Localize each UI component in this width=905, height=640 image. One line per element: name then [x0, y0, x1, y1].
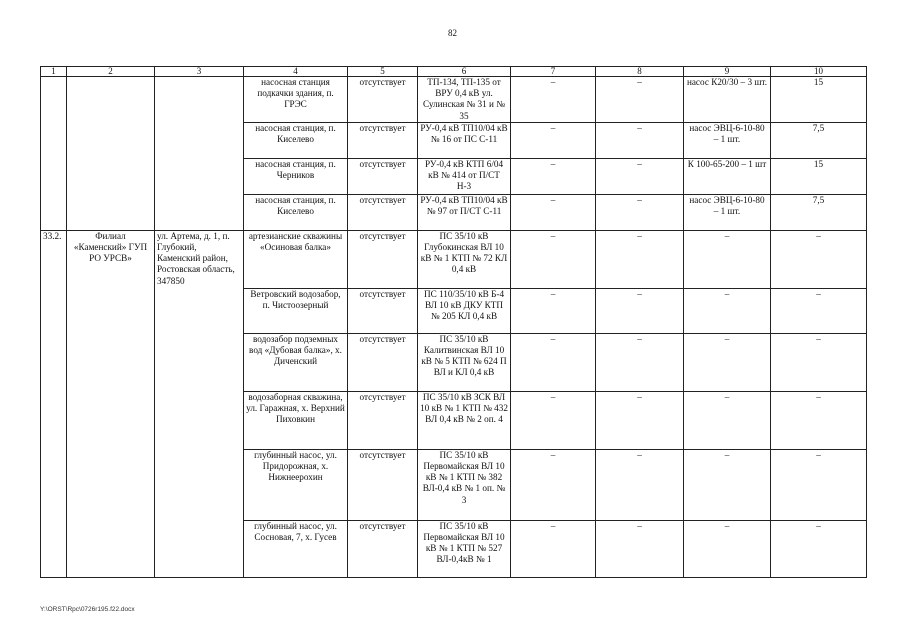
cell-power: 7,5: [771, 122, 867, 158]
cell-col8: –: [596, 333, 684, 391]
cell-object: насосная станция подкачки здания, п. ГРЭС: [244, 77, 348, 123]
col-header-1: 1: [41, 67, 67, 77]
cell-power-source: ПС 35/10 кВ Калитвинская ВЛ 10 кВ № 5 КТП № 624 П ВЛ и КЛ 0,4 кВ: [418, 333, 511, 391]
cell-status: отсутствует: [348, 288, 418, 333]
cell-power-source: ТП-134, ТП-135 от ВРУ 0,4 кВ ул. Сулинская № 31 и № 35: [418, 77, 511, 123]
col-header-3: 3: [155, 67, 244, 77]
cell-col9: –: [684, 391, 771, 449]
cell-power-source: РУ-0,4 кВ ТП10/04 кВ № 97 от П/СТ С-11: [418, 194, 511, 230]
cell-equipment: насос ЭВЦ-6-10-80 – 1 шт.: [684, 194, 771, 230]
cell-object: глубинный насос, ул. Сосновая, 7, х. Гусев: [244, 520, 348, 577]
cell-object: водозаборная скважина, ул. Гаражная, х. Верхний Пиховкин: [244, 391, 348, 449]
table-row: [41, 230, 867, 288]
cell-equipment: насос К20/30 – 3 шт.: [684, 77, 771, 123]
cell-object: Ветровский водозабор, п. Чистоозерный: [244, 288, 348, 333]
cell-col9: –: [684, 230, 771, 288]
cell-status: отсутствует: [348, 230, 418, 288]
cell-col7: –: [511, 122, 596, 158]
cell-col7: –: [511, 158, 596, 194]
cell-col10: –: [771, 288, 867, 333]
cell-col8: –: [596, 449, 684, 520]
col-header-4: 4: [244, 67, 348, 77]
infrastructure-table: [40, 66, 867, 578]
file-path-footer: Y:\ORST\Rpc\0726r195.f22.docx: [40, 606, 135, 613]
cell-power-source: ПС 35/10 кВ Первомайская ВЛ 10 кВ № 1 КТП № 527 ВЛ-0,4кВ № 1: [418, 520, 511, 577]
cell-power: 7,5: [771, 194, 867, 230]
col-header-8: 8: [596, 67, 684, 77]
cell-organization: Филиал «Каменский» ГУП РО УРСВ»: [67, 230, 155, 577]
cell-object: глубинный насос, ул. Придорожная, х. Нижнеерохин: [244, 449, 348, 520]
col-header-5: 5: [348, 67, 418, 77]
cell-col8: –: [596, 77, 684, 123]
cell-col7: –: [511, 230, 596, 288]
cell-object: артезианские скважины «Осиновая балка»: [244, 230, 348, 288]
cell-object: насосная станция, п. Киселево: [244, 194, 348, 230]
col-header-10: 10: [771, 67, 867, 77]
cell-col8: –: [596, 520, 684, 577]
column-number-row: [41, 67, 867, 77]
page-number: 82: [448, 28, 457, 38]
cell-status: отсутствует: [348, 194, 418, 230]
col-header-7: 7: [511, 67, 596, 77]
cell-col8: –: [596, 288, 684, 333]
cell-object: насосная станция, п. Черников: [244, 158, 348, 194]
cell-col8: –: [596, 391, 684, 449]
col-header-9: 9: [684, 67, 771, 77]
cell-col7: –: [511, 333, 596, 391]
cell-col7: –: [511, 449, 596, 520]
cell-col8: –: [596, 194, 684, 230]
cell-equipment: насос ЭВЦ-6-10-80 – 1 шт.: [684, 122, 771, 158]
cell-status: отсутствует: [348, 122, 418, 158]
cell-col9: –: [684, 520, 771, 577]
col-header-6: 6: [418, 67, 511, 77]
col-header-2: 2: [67, 67, 155, 77]
cell-col7: –: [511, 520, 596, 577]
cell-power-source: ПС 35/10 кВ ЗСК ВЛ 10 кВ № 1 КТП № 432 ВЛ 0,4 кВ № 2 оп. 4: [418, 391, 511, 449]
cell-number: 33.2.: [41, 230, 67, 577]
cell-status: отсутствует: [348, 77, 418, 123]
cell-status: отсутствует: [348, 449, 418, 520]
cell-col8: –: [596, 230, 684, 288]
cell-object: водозабор подземных вод «Дубовая балка», х. Диченский: [244, 333, 348, 391]
cell-number: [41, 77, 67, 231]
cell-power-source: ПС 110/35/10 кВ Б-4 ВЛ 10 кВ ДКУ КТП № 205 КЛ 0,4 кВ: [418, 288, 511, 333]
cell-col10: –: [771, 391, 867, 449]
cell-organization: [67, 77, 155, 231]
cell-col10: –: [771, 520, 867, 577]
cell-object: насосная станция, п. Киселево: [244, 122, 348, 158]
cell-col7: –: [511, 391, 596, 449]
cell-status: отсутствует: [348, 520, 418, 577]
cell-power-source: ПС 35/10 кВ Первомайская ВЛ 10 кВ № 1 КТП № 382 ВЛ-0,4 кВ № 1 оп. № 3: [418, 449, 511, 520]
cell-col7: –: [511, 194, 596, 230]
cell-col7: –: [511, 77, 596, 123]
cell-col8: –: [596, 122, 684, 158]
cell-col7: –: [511, 288, 596, 333]
cell-address: [155, 77, 244, 231]
cell-equipment: К 100-65-200 – 1 шт: [684, 158, 771, 194]
cell-col8: –: [596, 158, 684, 194]
cell-power: 15: [771, 158, 867, 194]
cell-col9: –: [684, 449, 771, 520]
cell-power-source: ПС 35/10 кВ Глубокинская ВЛ 10 кВ № 1 КТП № 72 КЛ 0,4 кВ: [418, 230, 511, 288]
cell-status: отсутствует: [348, 158, 418, 194]
cell-col10: –: [771, 449, 867, 520]
cell-power: 15: [771, 77, 867, 123]
cell-power-source: РУ-0,4 кВ КТП 6/04 кВ № 414 от П/СТ Н-3: [418, 158, 511, 194]
cell-col9: –: [684, 288, 771, 333]
cell-col10: –: [771, 230, 867, 288]
cell-status: отсутствует: [348, 391, 418, 449]
cell-status: отсутствует: [348, 333, 418, 391]
cell-address: ул. Артема, д. 1, п. Глубокий, Каменский район, Ростовская область, 347850: [155, 230, 244, 577]
cell-power-source: РУ-0,4 кВ ТП10/04 кВ № 16 от ПС С-11: [418, 122, 511, 158]
cell-col10: –: [771, 333, 867, 391]
table-row: [41, 77, 867, 123]
cell-col9: –: [684, 333, 771, 391]
